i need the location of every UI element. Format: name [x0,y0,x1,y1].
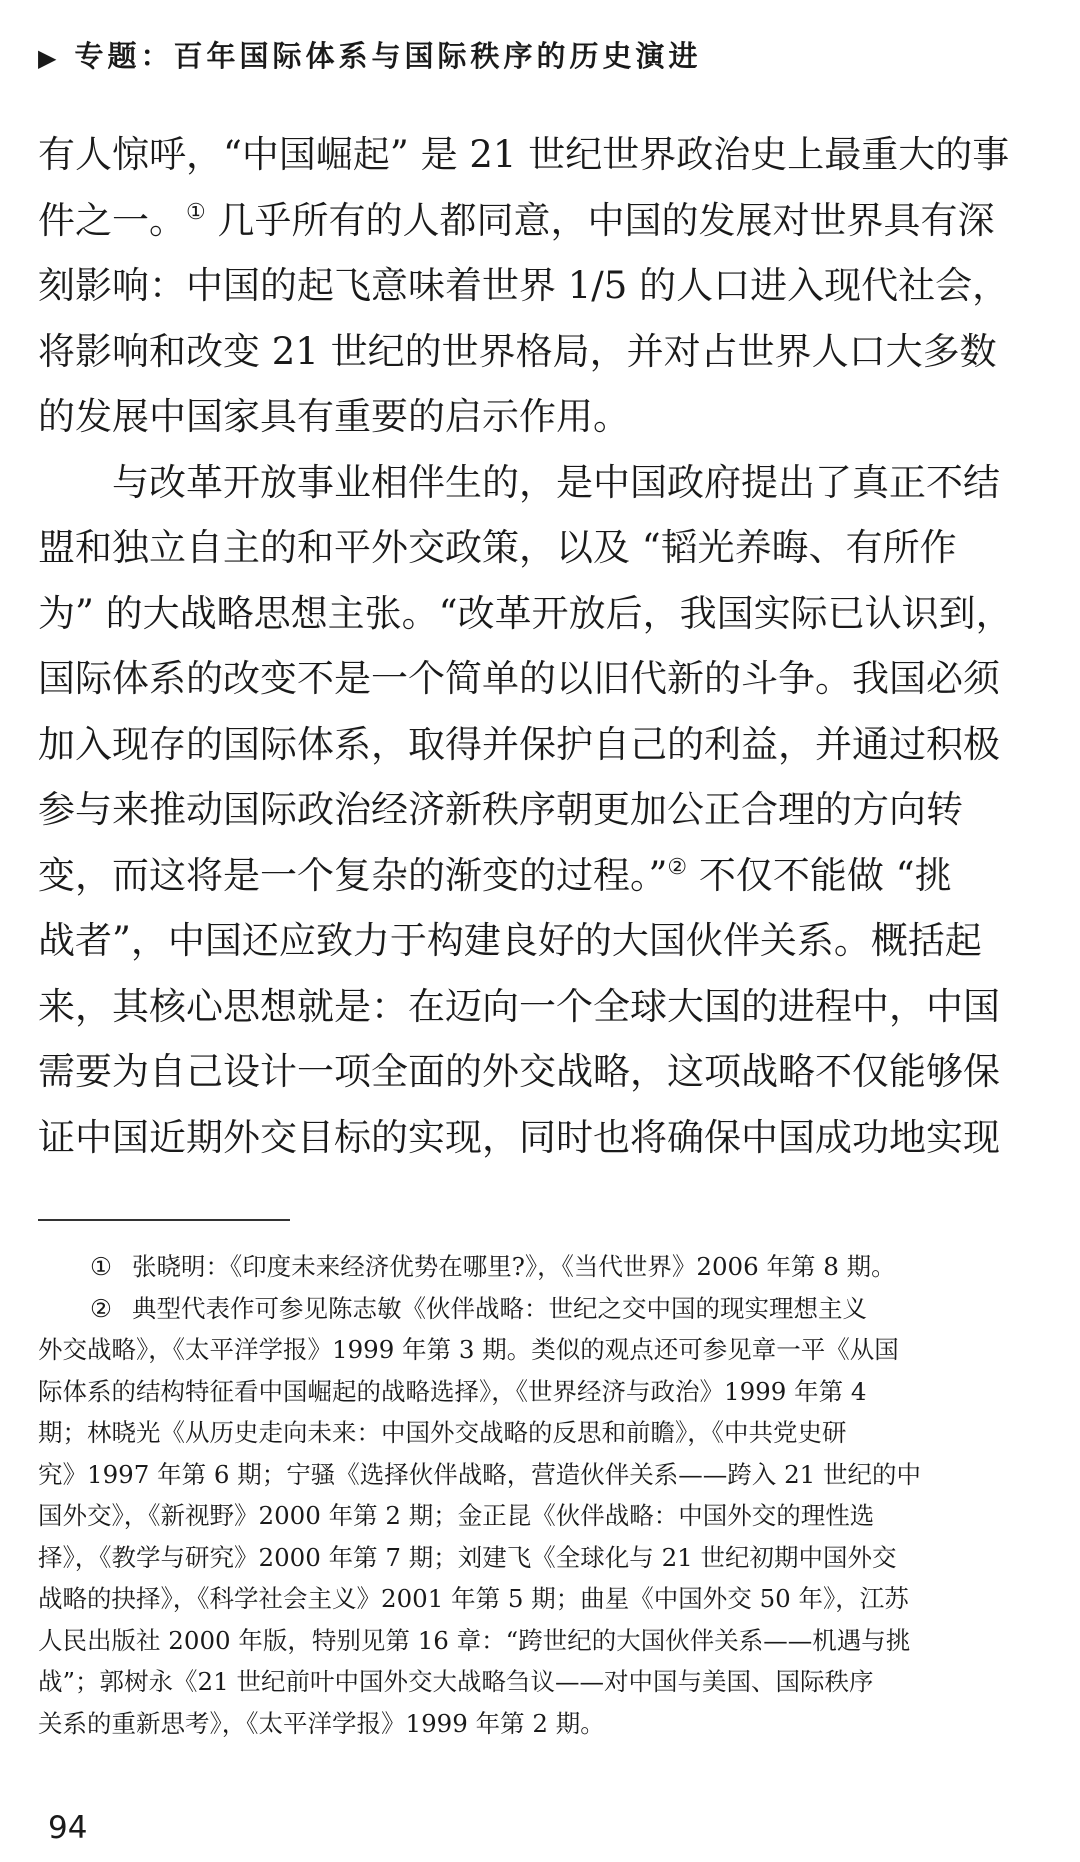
footnote-line: 人民出版社 2000 年版，特别见第 16 章：“跨世纪的大国伙伴关系——机遇与挑 [38,1625,911,1655]
footnote-line: 究》1997 年第 6 期；宁骚《选择伙伴战略，营造伙伴关系——跨入 21 世纪的中 [38,1459,922,1489]
text-line: 为” 的大战略思想主张。“改革开放后，我国实际已认识到， [38,591,1013,635]
text-line: 的发展中国家具有重要的启示作用。 [38,395,630,438]
footnote-text: 张晓明：《印度未来经济优势在哪里?》，《当代世界》2006 年第 8 期。 [131,1252,896,1281]
footnote-line [38,1246,1048,1288]
text-line: 需要为自己设计一项全面的外交战略，这项战略不仅能够保 [38,1050,1000,1093]
text-line: 战者”，中国还应致力于构建良好的大国伙伴关系。概括起 [38,919,982,962]
footnote-line [38,1288,1048,1330]
footnote-divider [38,1219,290,1221]
footnotes [38,1246,1048,1744]
footnote-ref-2[interactable]: ② [667,854,688,880]
main-text [38,122,1048,1170]
paragraph-1 [38,122,1048,450]
footnote-line: 关系的重新思考》，《太平洋学报》1999 年第 2 期。 [38,1708,605,1738]
text-line: 有人惊呼，“中国崛起” 是 21 世纪世界政治史上最重大的事 [38,133,1010,176]
text-line: 证中国近期外交目标的实现，同时也将确保中国成功地实现 [38,1115,1000,1159]
text-line [38,843,1048,909]
footnote-line: 外交战略》，《太平洋学报》1999 年第 3 期。类似的观点还可参见章一平《从国 [38,1335,899,1364]
text-line: 参与来推动国际政治经济新秩序朝更加公正合理的方向转 [38,788,963,831]
text-line: 盟和独立自主的和平外交政策，以及 “韬光养晦、有所作 [38,526,957,569]
footnote-line: 战略的抉择》，《科学社会主义》2001 年第 5 期；曲星《中国外交 50 年》，江苏 [38,1584,909,1613]
text-segment: 变，而这将是一个复杂的渐变的过程。” [38,853,668,897]
paragraph-2 [38,450,1048,1171]
running-header-title: 专题：百年国际体系与国际秩序的历史演进 [74,39,702,73]
text-line: 加入现存的国际体系，取得并保护自己的利益，并通过积极 [38,722,1000,766]
footnote-number: ② [90,1293,112,1323]
footnote-1 [38,1246,1048,1288]
footnote-ref-1[interactable]: ① [186,199,206,225]
text-line: 与改革开放事业相伴生的，是中国政府提出了真正不结 [112,460,1000,504]
footnote-line: 期；林晓光《从历史走向未来：中国外交战略的反思和前瞻》，《中共党史研 [38,1418,847,1447]
text-line: 国际体系的改变不是一个简单的以旧代新的斗争。我国必须 [38,657,1000,700]
text-line: 来，其核心思想就是：在迈向一个全球大国的进程中，中国 [38,984,1000,1028]
footnote-text: 典型代表作可参见陈志敏《伙伴战略：世纪之交中国的现实理想主义 [131,1293,867,1323]
triangle-marker-icon: ▶ [38,44,61,72]
text-line: 将影响和改变 21 世纪的世界格局，并对占世界人口大多数 [38,329,997,373]
text-segment: 几乎所有的人都同意，中国的发展对世界具有深 [205,198,995,242]
text-line: 刻影响：中国的起飞意味着世界 1/5 的人口进入现代社会， [38,264,1010,307]
running-header [38,34,1038,80]
footnote-number: ① [90,1252,112,1281]
footnote-2 [38,1288,1048,1745]
text-line [38,188,1048,254]
page-number: 94 [48,1810,88,1846]
footnote-line: 择》，《教学与研究》2000 年第 7 期；刘建飞《全球化与 21 世纪初期中国外交 [38,1542,897,1572]
text-segment: 件之一。 [38,198,186,242]
footnote-line: 战”；郭树永《21 世纪前叶中国外交大战略刍议——对中国与美国、国际秩序 [38,1667,874,1696]
footnote-line: 际体系的结构特征看中国崛起的战略选择》，《世界经济与政治》1999 年第 4 [38,1376,867,1406]
footnote-line: 国外交》，《新视野》2000 年第 2 期；金正昆《伙伴战略：中国外交的理性选 [38,1501,875,1530]
text-segment: 不仅不能做 “挑 [687,853,952,897]
